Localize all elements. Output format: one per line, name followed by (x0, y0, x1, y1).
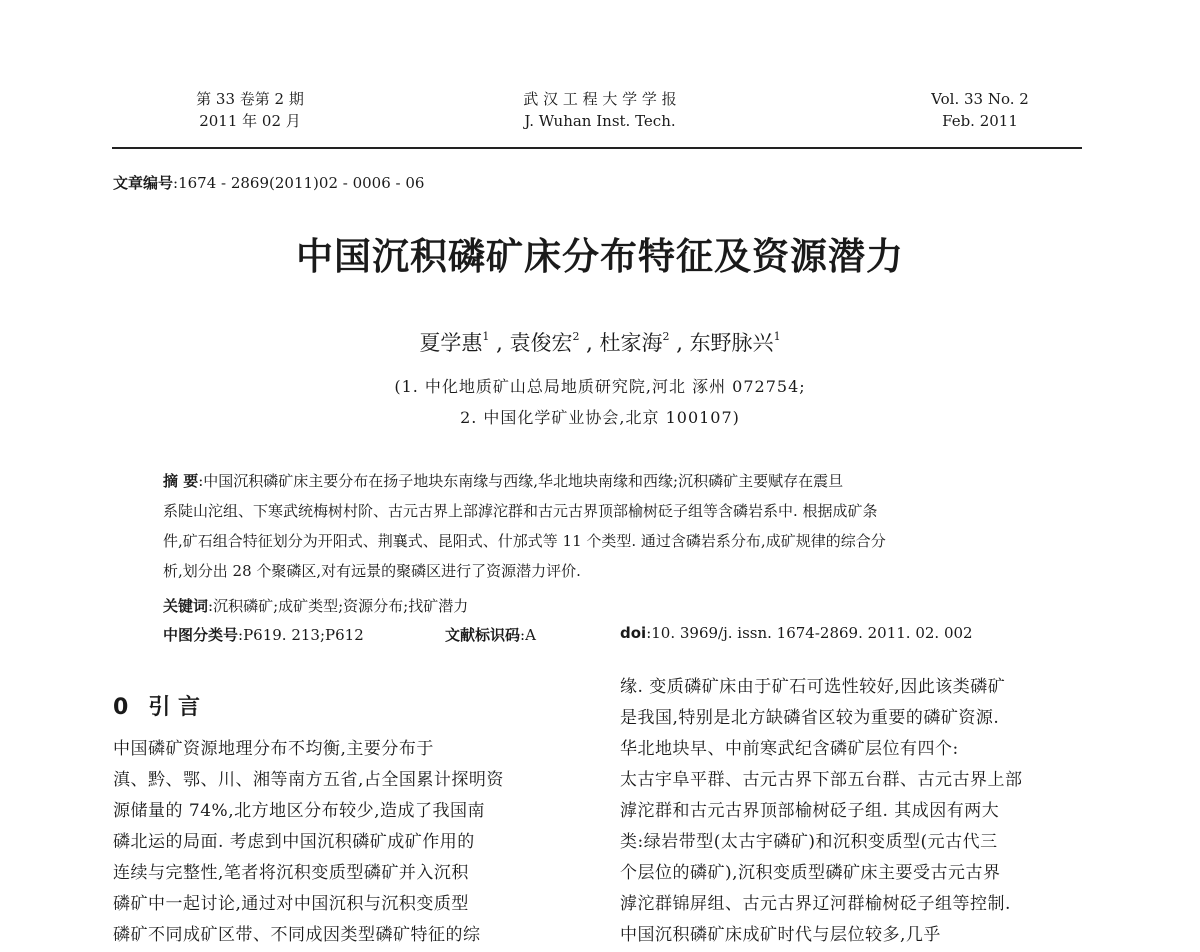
document-code (445, 624, 536, 645)
journal-name-en: J. Wuhan Inst. Tech. (524, 112, 676, 130)
doi-label: doi (620, 624, 647, 642)
body-line: 中国磷矿资源地理分布不均衡,主要分布于 (113, 739, 434, 759)
journal-name-cn: 武 汉 工 程 大 学 学 报 (523, 90, 677, 108)
abstract-label: 摘 要 (163, 472, 199, 490)
section-heading (113, 690, 220, 721)
journal-date-en: Feb. 2011 (942, 112, 1018, 130)
body-line: 源储量的 74%,北方地区分布较少,造成了我国南 (113, 801, 485, 821)
body-line: 缘. 变质磷矿床由于矿石可选性较好,因此该类磷矿 (620, 677, 1006, 697)
clc-label: 中图分类号 (163, 626, 239, 644)
keywords-value: :沉积磷矿;成矿类型;资源分布;找矿潜力 (208, 597, 469, 615)
body-line: 连续与完整性,笔者将沉积变质型磷矿并入沉积 (113, 863, 469, 883)
header-divider (112, 147, 1082, 149)
document-code-value: :A (520, 626, 536, 644)
article-number (113, 172, 424, 193)
body-line: 华北地块早、中前寒武纪含磷矿层位有四个: (620, 739, 959, 759)
author-affiliation-mark: 1 (482, 330, 490, 343)
body-line: 个层位的磷矿),沉积变质型磷矿床主要受古元古界 (620, 863, 1001, 883)
body-line: 滹沱群和古元古界顶部榆树砭子组. 其成因有两大 (620, 801, 1000, 821)
journal-date: 2011 年 02 月 (199, 112, 301, 130)
doi (620, 624, 973, 642)
body-line: 滹沱群锦屏组、古元古界辽河群榆树砭子组等控制. (620, 894, 1011, 914)
body-line: 磷矿中一起讨论,通过对中国沉积与沉积变质型 (113, 894, 469, 914)
keywords (163, 595, 468, 616)
affiliation-line: (1. 中化地质矿山总局地质研究院,河北 涿州 072754; (394, 377, 806, 396)
body-line: 滇、黔、鄂、川、湘等南方五省,占全国累计探明资 (113, 770, 504, 790)
document-code-label: 文献标识码 (445, 626, 521, 644)
author-name: 杜家海 (599, 331, 663, 355)
keywords-label: 关键词 (163, 597, 209, 615)
author-name: 东野脉兴 (689, 331, 774, 355)
abstract-line: 系陡山沱组、下寒武统梅树村阶、古元古界上部滹沱群和古元古界顶部榆树砭子组等含磷岩系中. 根据成矿条 (163, 502, 878, 520)
section-number: 0 (113, 695, 129, 720)
journal-volume-issue: 第 33 卷第 2 期 (196, 90, 304, 108)
author-affiliation-mark: 2 (572, 330, 580, 343)
journal-volume-en: Vol. 33 No. 2 (931, 90, 1029, 108)
author-name: 夏学惠 (419, 331, 483, 355)
body-line: 是我国,特别是北方缺磷省区较为重要的磷矿资源. (620, 708, 1000, 728)
article-number-label: 文章编号 (113, 174, 174, 192)
clc-number (163, 624, 364, 645)
doi-value: :10. 3969/j. issn. 1674-2869. 2011. 02. 002 (646, 624, 973, 642)
affiliation-line: 2. 中国化学矿业协会,北京 100107) (460, 408, 740, 427)
body-line: 磷北运的局面. 考虑到中国沉积磷矿成矿作用的 (113, 832, 475, 852)
abstract-line (163, 466, 843, 496)
article-number-value: :1674 - 2869(2011)02 - 0006 - 06 (173, 174, 425, 192)
author-name: 袁俊宏 (509, 331, 573, 355)
body-line: 太古宇阜平群、古元古界下部五台群、古元古界上部 (620, 770, 1023, 790)
body-line: 磷矿不同成矿区带、不同成因类型磷矿特征的综 (113, 925, 481, 945)
abstract-line: 件,矿石组合特征划分为开阳式、荆襄式、昆阳式、什邡式等 11 个类型. 通过含磷岩系分布,成矿规律的综合分 (163, 532, 886, 550)
author-affiliation-mark: 2 (662, 330, 670, 343)
paper-title: 中国沉积磷矿床分布特征及资源潜力 (296, 234, 904, 278)
body-line: 中国沉积磷矿床成矿时代与层位较多,几乎 (620, 925, 941, 945)
abstract-text: :中国沉积磷矿床主要分布在扬子地块东南缘与西缘,华北地块南缘和西缘;沉积磷矿主要赋存在震旦 (198, 472, 844, 490)
abstract-line: 析,划分出 28 个聚磷区,对有远景的聚磷区进行了资源潜力评价. (163, 562, 581, 580)
clc-value: :P619. 213;P612 (238, 626, 364, 644)
section-title: 引 言 (148, 695, 200, 720)
author-affiliation-mark: 1 (773, 330, 781, 343)
body-line: 类:绿岩带型(太古宇磷矿)和沉积变质型(元古代三 (620, 832, 998, 852)
author-list: 夏学惠$^1$ , 袁俊宏$^2$ , 杜家海$^2$ , 东野脉兴$^1$ (419, 330, 781, 355)
